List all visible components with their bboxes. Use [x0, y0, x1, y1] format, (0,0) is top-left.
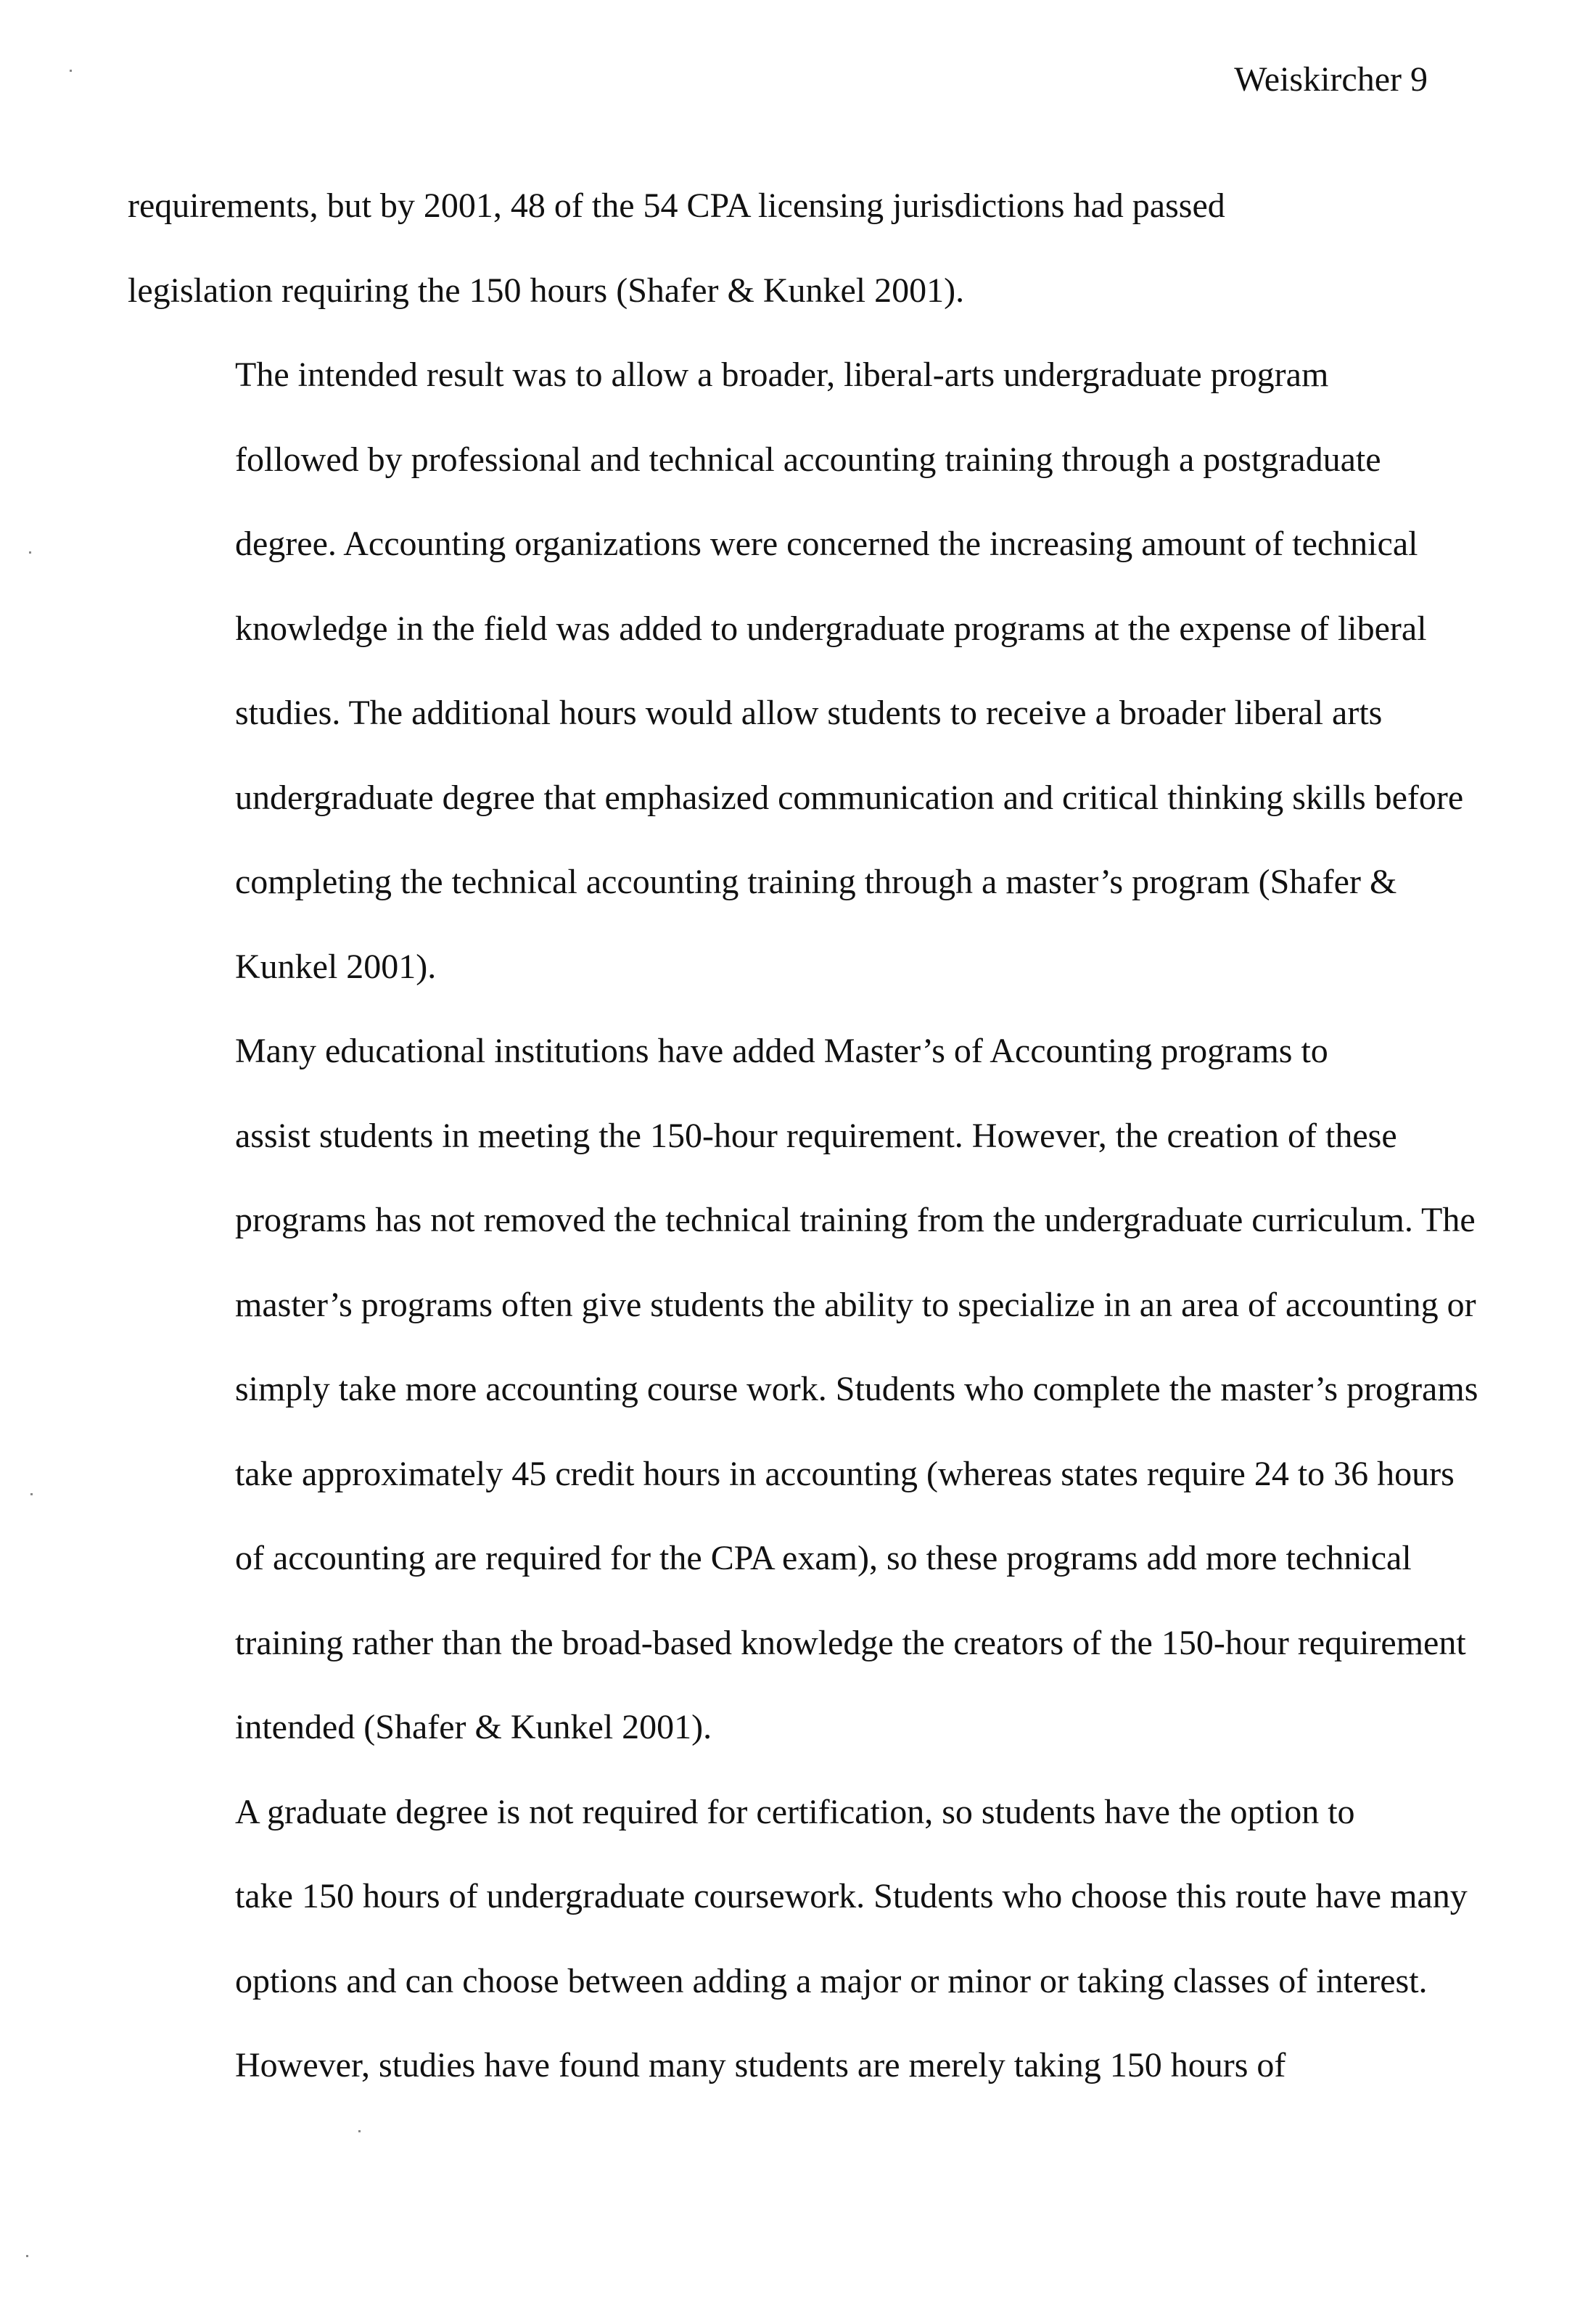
text-line: take approximately 45 credit hours in accounting (whereas states require 24 to 36 hours — [235, 1454, 1455, 1493]
text-line: take 150 hours of undergraduate coursework. Students who choose this route have many — [235, 1877, 1468, 1915]
scan-speck — [29, 551, 31, 554]
text-line: undergraduate degree that emphasized communication and critical thinking skills before — [235, 778, 1464, 817]
paragraph-2 — [128, 333, 1464, 1009]
text-line: Many educational institutions have added Master’s of Accounting programs to — [235, 1032, 1328, 1070]
body-text — [128, 164, 1478, 2108]
running-head: Weiskircher 9 — [1234, 60, 1428, 99]
text-line: master’s programs often give students the ability to specialize in an area of accounting or — [235, 1285, 1476, 1324]
text-line: options and can choose between adding a major or minor or taking classes of interest. — [235, 1961, 1428, 2000]
paragraph-1 — [128, 164, 1444, 333]
text-line: assist students in meeting the 150-hour requirement. However, the creation of these — [235, 1116, 1397, 1155]
text-line: followed by professional and technical accounting training through a postgraduate — [235, 440, 1381, 479]
text-line: A graduate degree is not required for certification, so students have the option to — [235, 1792, 1355, 1831]
text-line: legislation requiring the 150 hours (Shafer & Kunkel 2001). — [128, 271, 965, 310]
text-line: Kunkel 2001). — [235, 947, 437, 986]
scan-speck — [70, 70, 72, 72]
scan-speck — [358, 2130, 361, 2132]
text-line: The intended result was to allow a broader, liberal-arts undergraduate program — [235, 356, 1329, 394]
text-line: intended (Shafer & Kunkel 2001). — [235, 1708, 712, 1746]
text-line: knowledge in the field was added to undergraduate programs at the expense of liberal — [235, 609, 1427, 648]
text-line: training rather than the broad-based knowledge the creators of the 150-hour requirement — [235, 1623, 1466, 1662]
text-line: studies. The additional hours would allow students to receive a broader liberal arts — [235, 694, 1383, 732]
paragraph-4 — [128, 1770, 1468, 2108]
text-line: completing the technical accounting training through a master’s program (Shafer & — [235, 863, 1397, 901]
text-line: degree. Accounting organizations were concerned the increasing amount of technical — [235, 525, 1418, 563]
text-line: requirements, but by 2001, 48 of the 54 CPA licensing jurisdictions had passed — [128, 186, 1225, 225]
scan-speck — [26, 2255, 28, 2257]
scan-speck — [30, 1493, 33, 1495]
paragraph-3 — [128, 1009, 1478, 1770]
text-line: programs has not removed the technical training from the undergraduate curriculum. The — [235, 1201, 1476, 1239]
text-line: simply take more accounting course work. Students who complete the master’s programs — [235, 1370, 1478, 1408]
text-line: However, studies have found many students are merely taking 150 hours of — [235, 2046, 1286, 2084]
text-line: of accounting are required for the CPA exam), so these programs add more technical — [235, 1539, 1412, 1577]
